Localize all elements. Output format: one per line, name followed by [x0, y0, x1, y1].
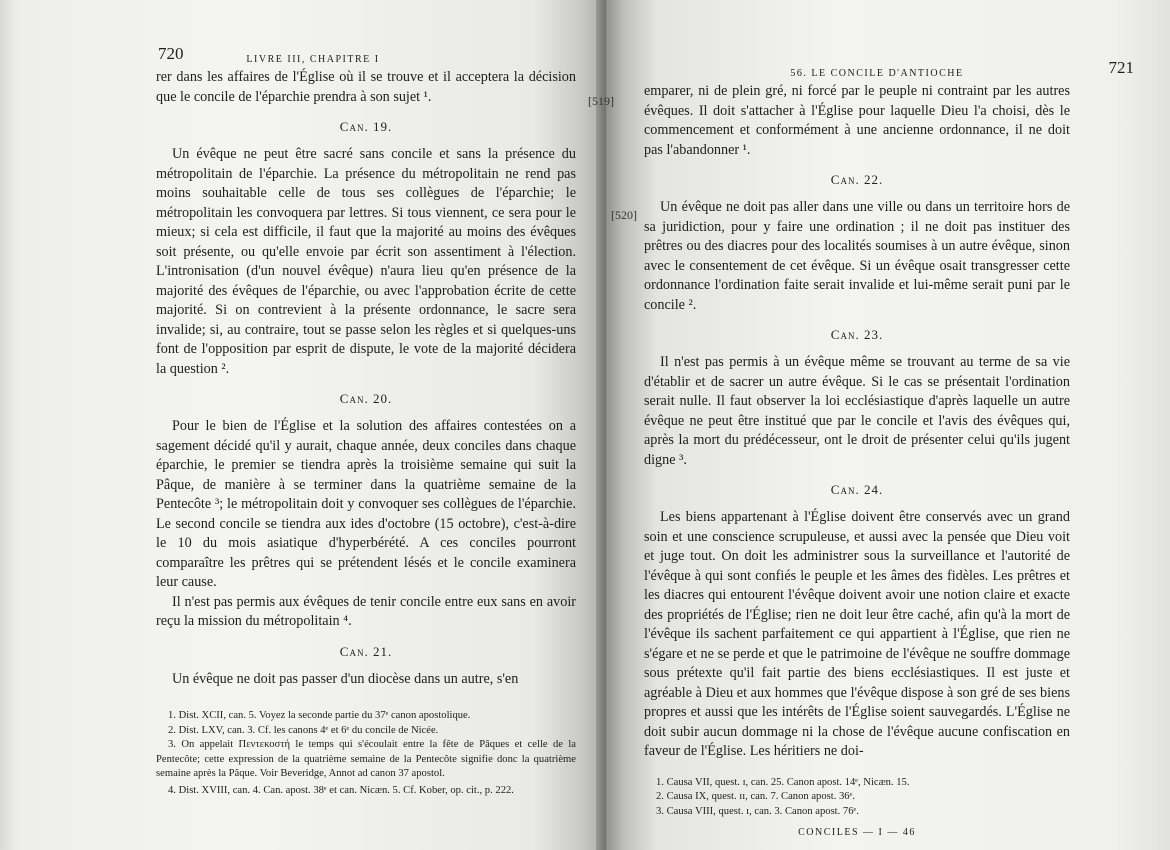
paragraph-continuation: rer dans les affaires de l'Église où il se trouve et il acceptera la décision que le concile de l'éparchie prendra à son sujet ¹. — [156, 69, 576, 105]
right-running-head — [644, 58, 1134, 82]
canon-24-heading: Can. 24. — [830, 482, 884, 497]
left-running-head — [150, 44, 576, 68]
footnote: 1. Causa VII, quest. ɪ, can. 25. Canon apost. 14ᵉ, Nicæn. 15. — [656, 776, 910, 788]
canon-21-heading: Can. 21. — [339, 643, 393, 659]
margin-reference-left: [519] — [588, 94, 614, 108]
footnote: 3. Causa VIII, quest. ɪ, can. 3. Canon apost. 76ᵉ. — [656, 805, 859, 817]
footnote: 2. Causa IX, quest. ɪɪ, can. 7. Canon apost. 36ᵉ. — [656, 791, 855, 802]
paragraph-continuation: emparer, ni de plein gré, ni forcé par le peuple ni contraint par les autres évêques. Il doit s'attacher à l'Église pour laquelle Dieu l'a choisi, dès le commencement et conformément à une ancienne ordonnance, il ne doit pas l'abandonner ¹. — [644, 83, 1070, 158]
canon-24-text: Les biens appartenant à l'Église doivent être conservés avec un grand soin et une conscience scrupuleuse, et aussi avec la pensée que Dieu voit et juge tout. On doit les administrer sous la surveillance et l'autorité de l'évêque à qui sont confiés le peuple et les âmes des fidèles. Les prêtres et les diacres qui entourent l'évêque doivent avoir une notion claire et exacte des propriétés de l'Église; rien ne doit leur être caché, afin qu'à la mort de l'évêque ils sachent parfaitement ce qui appartient à l'Église, que rien ne s'égare et ne se perde et que le patrimoine de l'évêque ne souffre dommage sous prétexte qu'il fait partie des biens ecclésiastiques. Il est juste et agréable à Dieu et aux hommes que l'évêque dispose à son gré de ses biens propres et aussi que les intérêts de l'Église soient sauvegardés. L'Église ne doit subir aucun dommage ni la chose de l'évêque aucune confiscation en faveur de l'Église. Les héritiers ne doi- — [644, 509, 1070, 759]
canon-21-text: Un évêque ne doit pas passer d'un diocèse dans un autre, s'en — [172, 670, 519, 687]
canon-23-text: Il n'est pas permis à un évêque même se trouvant au terme de sa vie d'établir et de sacrer un autre évêque. Si le cas se présentait l'ordination serait nulle. Il faut observer la loi ecclésiastique d'après laquelle un autre évêque ne peut être institué que par le concile et l'avis des évêques qui, après la mort du prédécesseur, ont le droit de présenter celui qu'ils jugent digne ³. — [644, 354, 1070, 468]
canon-20-text: Pour le bien de l'Église et la solution des affaires contestées on a sagement décidé qu'il y aurait, chaque année, deux conciles dans chaque éparchie, le premier se tiendra après la troisième semaine qui suit la Pâque, de manière à se terminer dans la quatrième semaine de la Pentecôte ³; le métropolitain doit y convoquer ses collègues de l'éparchie. Le second concile se tiendra aux ides d'octobre (15 octobre), c'est-à-dire le 10 du mois asiatique d'hyperbérété. A ces conciles pourront comparaître les prêtres qui se prétendent lésés et le concile examinera leur cause. — [156, 418, 576, 590]
footnote: 4. Dist. XVIII, can. 4. Can. apost. 38ᵉ et can. Nicæn. 5. Cf. Kober, op. cit., p. 222. — [168, 784, 514, 796]
page-number-left: 720 — [158, 44, 184, 63]
canon-22-text: Un évêque ne doit pas aller dans une ville ou dans un territoire hors de sa juridiction, pour y faire une ordination ; il ne doit pas instituer des prêtres ou des diacres pour des localités soumises à un autre évêque, sinon avec le consentement de cet évêque. Si un évêque osait transgresser cette ordonnance l'ordination faite serait invalide et lui-même serait puni par le concile ². — [644, 199, 1070, 313]
canon-20-text-2: Il n'est pas permis aux évêques de tenir concile entre eux sans en avoir reçu la mission du métropolitain ⁴. — [156, 593, 576, 629]
left-footnotes — [156, 709, 576, 798]
page-number-right: 721 — [1108, 58, 1134, 77]
canon-23-heading: Can. 23. — [830, 327, 884, 342]
running-title-right: 56. LE CONCILE D'ANTIOCHE — [790, 68, 964, 79]
footnote: 2. Dist. LXV, can. 3. Cf. les canons 4ᵉ et 6ᵉ du concile de Nicée. — [168, 724, 439, 736]
right-body — [644, 82, 1070, 838]
canon-22-heading: Can. 22. — [830, 172, 884, 187]
right-footnotes — [644, 776, 1070, 820]
margin-reference-right: [520] — [611, 208, 637, 222]
footnote: 3. On appelait Πεντεκοστή le temps qui s'écoulait entre la fête de Pâques et celle de la Pentecôte; cette expression de la quatrième semaine de la Pentecôte signifie donc la quatrième semaine après la Pâque. Voir Beveridge, Annot ad canon 37 apostol. — [156, 739, 576, 779]
running-title-left: LIVRE III, CHAPITRE I — [246, 54, 380, 65]
canon-19-heading: Can. 19. — [339, 119, 393, 134]
footnote: 1. Dist. XCII, can. 5. Voyez la seconde partie du 37ᵉ canon apostolique. — [168, 710, 471, 721]
right-page — [606, 0, 1170, 850]
left-body — [156, 68, 576, 798]
canon-20-heading: Can. 20. — [339, 391, 393, 406]
signature-footer: CONCILES — I — 46 — [798, 827, 916, 838]
canon-19-text: Un évêque ne peut être sacré sans concile et sans la présence du métropolitain de l'éparchie. La présence du métropolitain ne rend pas moins souhaitable celle de tous ses collègues de l'éparchie; le métropolitain les convoquera par lettres. Si tous viennent, ce sera pour le mieux; si cela est difficile, il faut que la majorité au moins des évêques soit présente, ou qu'elle envoie par écrit son assentiment à l'élection. L'intronisation (d'un nouvel évêque) n'aura lieu qu'en présence de la majorité des évêques de l'éparchie, ou avec l'approbation écrite de cette majorité. Si on contrevient à la présente ordonnance, le sacre sera invalide; si, au contraire, tout se passe selon les règles et si quelques-uns font de l'opposition par esprit de dispute, le vote de la majorité décidera la question ². — [156, 146, 576, 377]
